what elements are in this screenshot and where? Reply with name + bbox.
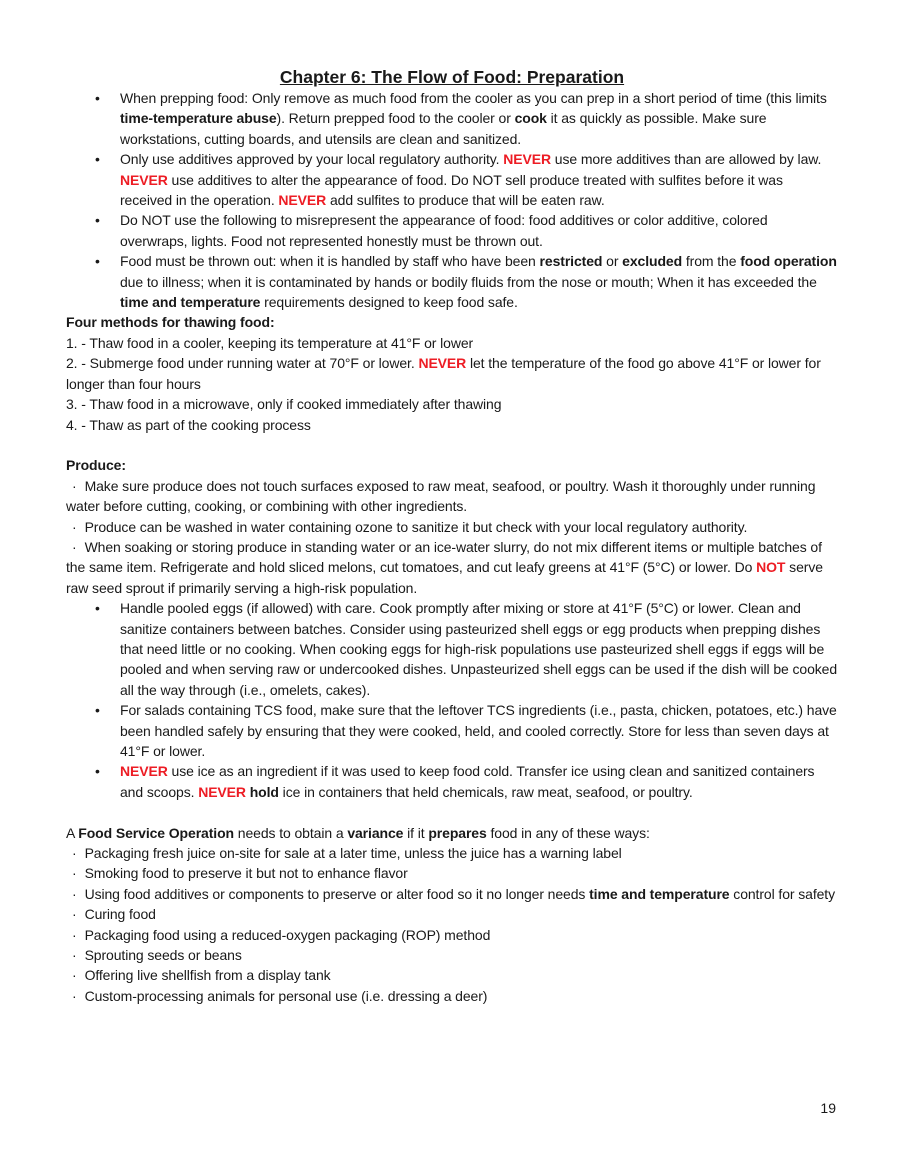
bullet-icon: · (72, 885, 77, 902)
list-item (66, 884, 838, 904)
list-item (66, 210, 838, 251)
bold-text: cook (514, 110, 547, 127)
bullet-icon: · (72, 926, 77, 943)
bullet-icon: · (72, 865, 77, 882)
red-emphasis-text: NEVER (503, 151, 551, 168)
red-emphasis-text: NEVER (418, 355, 467, 372)
text-run: When soaking or storing produce in standing water or an ice-water slurry, do not mix different items or multiple batches of the same item. Refrigerate and hold sliced melons, cut tomatoes, and cut leafy greens at 41°F (5°C) or lower. Do (66, 538, 822, 576)
text-run: 4. - Thaw as part of the cooking process (66, 416, 311, 433)
text-run: Smoking food to preserve it but not to enhance flavor (84, 865, 408, 882)
document-content (66, 0, 838, 1006)
list-item (66, 353, 838, 394)
list-item (66, 843, 838, 863)
bullet-icon: · (72, 845, 77, 861)
text-run: use additives to alter the appearance of food. Do NOT sell produce treated with sulfites before it was received in the operation. (120, 171, 783, 209)
text-run: Only use additives approved by your local regulatory authority. (120, 151, 504, 168)
list-item-text (85, 845, 622, 861)
list-item-text (85, 927, 491, 943)
variance-tick-list (66, 843, 838, 1006)
bullet-icon: · (72, 538, 77, 555)
list-item (66, 476, 838, 517)
text-run: Make sure produce does not touch surfaces exposed to raw meat, seafood, or poultry. Wash it thoroughly under running water before cutting, cooking, or combining with other ingredients. (66, 477, 816, 515)
text-run: needs to obtain a (234, 824, 348, 841)
bold-text: Food Service Operation (78, 824, 234, 841)
list-item-text (85, 947, 242, 963)
list-item-text (120, 600, 837, 698)
text-run: food in any of these ways: (486, 824, 650, 841)
bullet-icon: · (72, 906, 77, 923)
list-item-text (120, 702, 837, 759)
bullet-icon: · (72, 967, 77, 984)
list-item-text (120, 151, 821, 208)
list-item (66, 333, 838, 353)
red-emphasis-text: NEVER (120, 763, 168, 780)
bold-text: time-temperature abuse (120, 110, 277, 127)
list-item (66, 904, 838, 924)
text-run: or (602, 253, 623, 270)
bold-text: hold (249, 783, 279, 800)
text-run: 3. - Thaw food in a microwave, only if cooked immediately after thawing (66, 396, 502, 413)
text-run: Packaging food using a reduced-oxygen packaging (ROP) method (84, 926, 491, 943)
bullet-icon: · (72, 518, 77, 535)
list-item-text (120, 253, 837, 310)
list-item (66, 415, 838, 435)
list-item-text (85, 906, 156, 922)
list-item-text (120, 212, 768, 248)
bullet-icon: • (95, 702, 100, 719)
bold-text: variance (347, 824, 404, 841)
bullet-icon: • (95, 151, 100, 168)
text-run: due to illness; when it is contaminated by hands or bodily fluids from the nose or mouth; When it has exceeded the (120, 273, 817, 290)
list-item-text (66, 396, 501, 412)
text-run: ). Return prepped food to the cooler or (276, 110, 515, 127)
list-item (66, 517, 838, 537)
bullet-icon: • (95, 90, 100, 106)
list-item (66, 88, 838, 149)
text-run: Curing food (84, 906, 156, 923)
produce-heading: Produce: (66, 457, 126, 474)
bullet-icon: · (72, 947, 77, 964)
bold-text: food operation (740, 253, 837, 270)
list-item (66, 394, 838, 414)
red-emphasis-text: NEVER (198, 783, 246, 800)
list-item-text (66, 335, 473, 351)
text-run: 1. - Thaw food in a cooler, keeping its temperature at 41°F or lower (66, 334, 474, 351)
list-item-text (120, 763, 814, 799)
list-item (66, 537, 838, 598)
text-run: For salads containing TCS food, make sure that the leftover TCS ingredients (i.e., pasta, chicken, potatoes, etc.) have been handled safely by ensuring that they were cooked, held, and cooled correctly. Store for less than seven days at 41°F or lower. (120, 702, 837, 759)
list-item (66, 986, 838, 1006)
bullet-icon: • (95, 763, 100, 780)
text-run: When prepping food: Only remove as much food from the cooler as you can prep in a short period of time (this limits (120, 90, 827, 106)
list-item (66, 925, 838, 945)
text-run: requirements designed to keep food safe. (260, 294, 518, 311)
bold-text: time and temperature (120, 294, 261, 311)
text-run: use more additives than are allowed by law. (550, 151, 822, 168)
list-item (66, 965, 838, 985)
text-run: serve raw seed sprout if primarily serving a high-risk population. (66, 559, 823, 596)
page-number: 19 (820, 1100, 836, 1116)
text-run: add sulfites to produce that will be eaten raw. (326, 192, 605, 209)
list-item-text (85, 988, 488, 1004)
text-run: Do NOT use the following to misrepresent the appearance of food: food additives or color additive, colored overwraps, lights. Food not represented honestly must be thrown out. (120, 212, 768, 249)
thawing-heading: Four methods for thawing food: (66, 314, 275, 331)
text-run: Food must be thrown out: when it is handled by staff who have been (120, 253, 540, 270)
red-emphasis-text: NEVER (120, 171, 168, 188)
red-emphasis-text: NEVER (278, 192, 327, 209)
list-item (66, 761, 838, 802)
bold-text: time and temperature (589, 885, 730, 902)
text-run: Using food additives or components to preserve or alter food so it no longer needs (84, 885, 590, 902)
text-run: from the (682, 253, 741, 270)
list-item-text (85, 865, 408, 881)
list-item-text (85, 886, 835, 902)
prep-bullet-list (66, 88, 838, 312)
text-run: 2. - Submerge food under running water at 70°F or lower. (66, 355, 419, 372)
list-item-text (66, 478, 815, 514)
bullet-icon: • (95, 600, 100, 617)
list-item (66, 863, 838, 883)
produce-tick-list (66, 476, 838, 598)
text-run: Produce can be washed in water containing ozone to sanitize it but check with your local regulatory authority. (84, 518, 748, 535)
bullet-icon: · (72, 477, 77, 494)
list-item-text (120, 90, 827, 147)
bullet-icon: • (95, 253, 100, 270)
list-item (66, 700, 838, 761)
list-item-text (66, 539, 823, 596)
list-item (66, 149, 838, 210)
list-item-text (66, 355, 821, 391)
list-item-text (66, 417, 311, 433)
text-run: Handle pooled eggs (if allowed) with care. Cook promptly after mixing or store at 41°F (5°C) or lower. Clean and sanitize containers between batches. Consider using pasteurized shell eggs or egg products when prepping dishes that need little or no cooking. When cooking eggs for high-risk populations use pasteurized shell eggs if eggs will be pooled and when serving raw or undercooked dishes. Unpasteurized shell eggs can be used if the dish will be cooked all the way through (i.e., omelets, cakes). (120, 600, 838, 698)
text-run: it as quickly as possible. Make sure workstations, cutting boards, and utensils are clean and sanitized. (120, 110, 767, 147)
text-run: Custom-processing animals for personal use (i.e. dressing a deer) (84, 987, 488, 1004)
list-item (66, 251, 838, 312)
list-item (66, 945, 838, 965)
bold-text: restricted (539, 253, 603, 270)
bold-text: prepares (428, 824, 487, 841)
text-run: Sprouting seeds or beans (84, 947, 242, 964)
text-run: control for safety (729, 885, 835, 902)
variance-intro (66, 823, 838, 843)
list-item-text (85, 967, 331, 983)
bullet-icon: · (72, 987, 77, 1004)
produce-bullet-list (66, 598, 838, 802)
list-item (66, 598, 838, 700)
text-run: Offering live shellfish from a display tank (84, 967, 331, 984)
text-run: if it (403, 824, 429, 841)
text-run: let the temperature of the food go above 41°F or lower for longer than four hours (66, 355, 821, 392)
red-emphasis-text: NOT (756, 559, 786, 576)
text-run: use ice as an ingredient if it was used to keep food cold. Transfer ice using clean and sanitized containers and scoops. (120, 763, 815, 800)
page-title: Chapter 6: The Flow of Food: Preparation (279, 67, 625, 87)
bullet-icon: • (95, 212, 100, 229)
bold-text: excluded (622, 253, 683, 270)
thawing-method-list (66, 333, 838, 435)
text-run: A (66, 824, 79, 841)
text-run: ice in containers that held chemicals, raw meat, seafood, or poultry. (278, 783, 693, 800)
text-run: Packaging fresh juice on-site for sale at a later time, unless the juice has a warning label (84, 845, 622, 861)
list-item-text (85, 519, 748, 535)
